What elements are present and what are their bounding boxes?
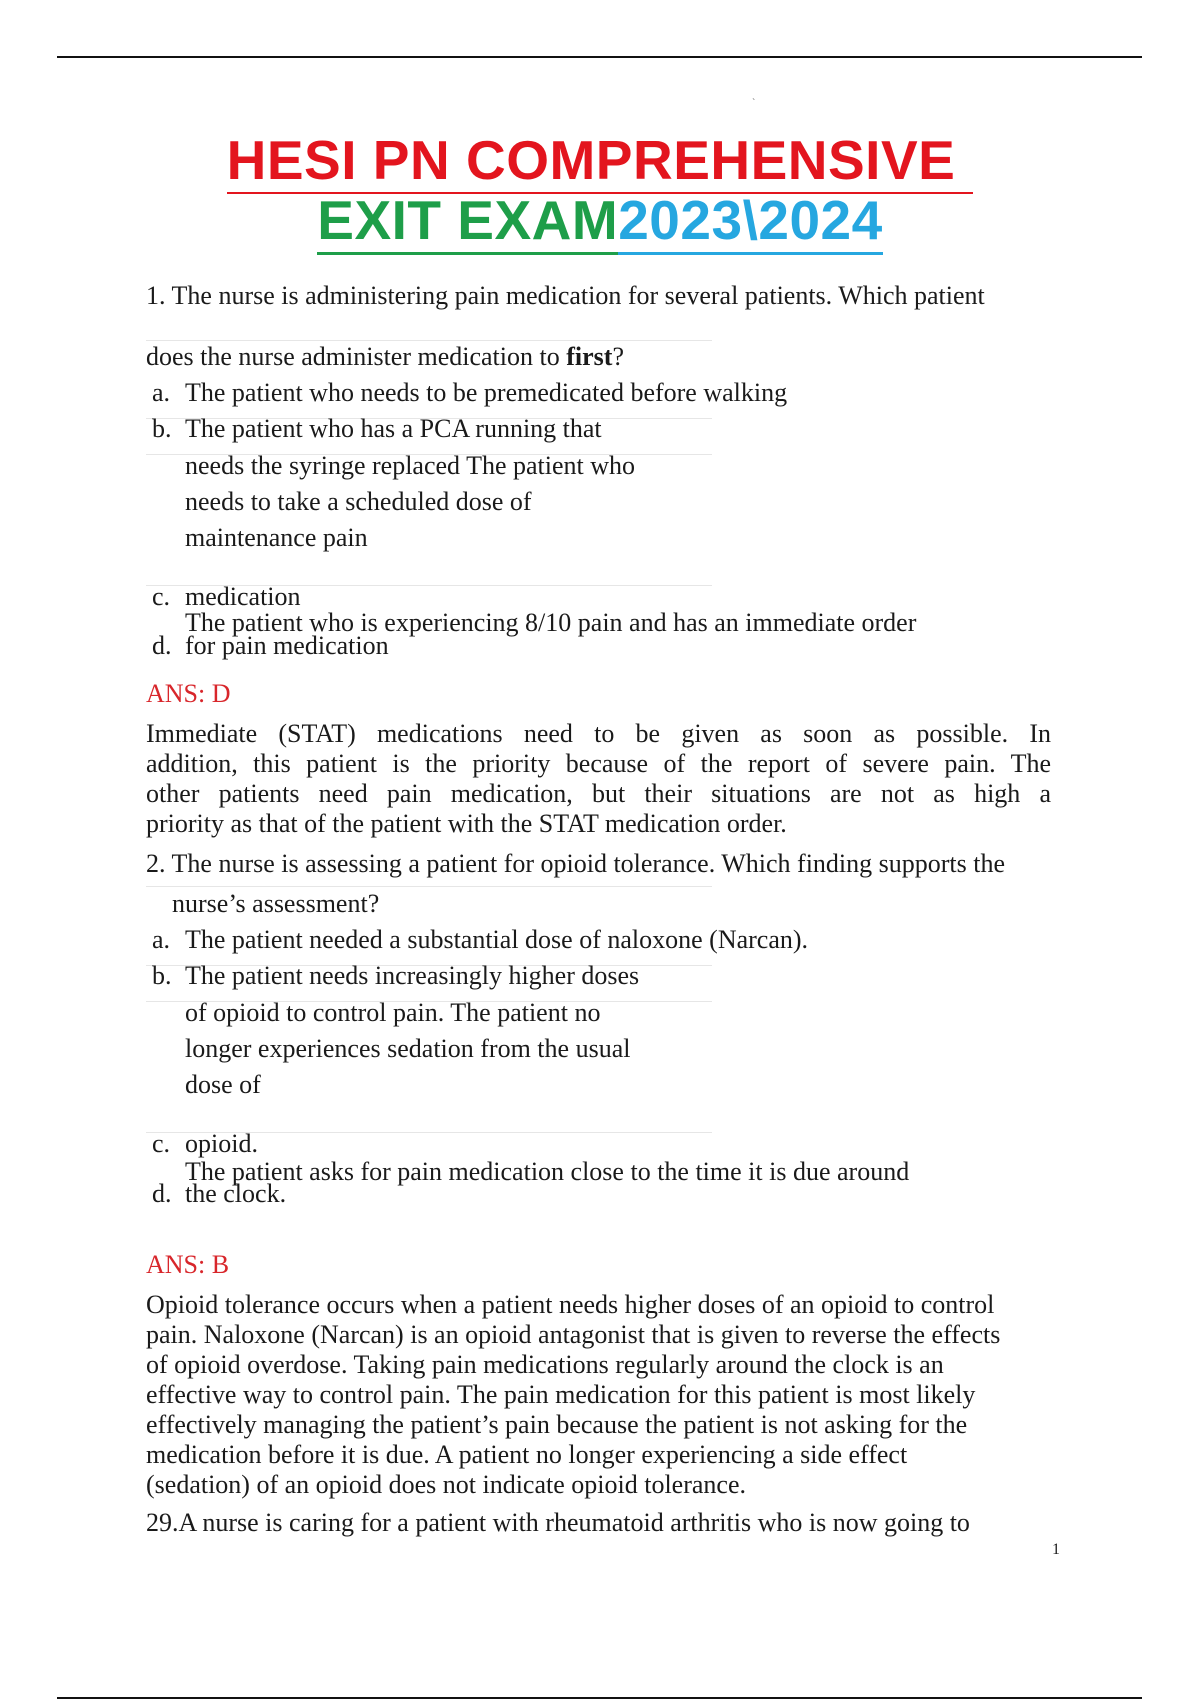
page-number: 1 bbox=[1052, 1541, 1060, 1558]
emphasis-first: first bbox=[566, 342, 613, 371]
option-letter-b: b. bbox=[152, 414, 172, 443]
q2-stem-line-2: nurse’s assessment? bbox=[172, 889, 380, 918]
title-line-1 bbox=[0, 130, 1200, 194]
q1-option-a: The patient who needs to be premedicated before walking bbox=[185, 378, 788, 407]
q1-option-b-line-2: needs the syringe replaced The patient who bbox=[185, 451, 636, 480]
q1-stem-line-2: does the nurse administer medication to first? bbox=[146, 342, 624, 371]
option-letter-d: d. bbox=[152, 631, 172, 660]
q1-option-b-line-1: The patient who has a PCA running that bbox=[185, 414, 602, 443]
top-rule bbox=[57, 56, 1142, 58]
q2-rationale-line-2: pain. Naloxone (Narcan) is an opioid antagonist that is given to reverse the effects bbox=[146, 1320, 1001, 1349]
q2-rationale-line-4: effective way to control pain. The pain medication for this patient is most likely bbox=[146, 1380, 976, 1409]
q2-rationale-line-5: effectively managing the patient’s pain because the patient is not asking for the bbox=[146, 1410, 968, 1439]
option-letter-a: a. bbox=[152, 925, 171, 954]
q2-rationale-line-7: (sedation) of an opioid does not indicate opioid tolerance. bbox=[146, 1470, 746, 1499]
q1-option-b-line-3: needs to take a scheduled dose of bbox=[185, 487, 532, 516]
q2-answer: ANS: B bbox=[146, 1250, 230, 1279]
option-letter-b: b. bbox=[152, 961, 172, 990]
q1-answer: ANS: D bbox=[146, 679, 231, 708]
title-red: HESI PN COMPREHENSIVE bbox=[227, 130, 974, 194]
q2-rationale-line-1: Opioid tolerance occurs when a patient needs higher doses of an opioid to control bbox=[146, 1290, 995, 1319]
bottom-rule bbox=[57, 1697, 1142, 1699]
stray-mark: ` bbox=[752, 98, 756, 109]
option-letter-a: a. bbox=[152, 378, 171, 407]
q2-option-b-line-2: of opioid to control pain. The patient no bbox=[185, 998, 601, 1027]
title-line-2 bbox=[0, 190, 1200, 255]
q2-rationale-line-6: medication before it is due. A patient no longer experiencing a side effect bbox=[146, 1440, 908, 1469]
q1-stem-line-1: 1. The nurse is administering pain medication for several patients. Which patient bbox=[146, 281, 985, 310]
option-letter-c: c. bbox=[152, 582, 171, 611]
q2-option-d-line-2: the clock. bbox=[185, 1179, 287, 1208]
q2-option-a: The patient needed a substantial dose of naloxone (Narcan). bbox=[185, 925, 809, 954]
option-letter-d: d. bbox=[152, 1179, 172, 1208]
q29-stem-line-1: 29.A nurse is caring for a patient with rheumatoid arthritis who is now going to bbox=[146, 1508, 970, 1537]
option-letter-c: c. bbox=[152, 1129, 171, 1158]
q2-option-c: opioid. bbox=[185, 1129, 258, 1158]
q1-rationale-line-2: addition, this patient is the priority because of the report of severe pain. The bbox=[146, 749, 1051, 778]
q1-rationale-line-3: other patients need pain medication, but their situations are not as high a bbox=[146, 779, 1051, 808]
q1-option-c: medication bbox=[185, 582, 301, 611]
q1-rationale-line-1: Immediate (STAT) medications need to be given as soon as possible. In bbox=[146, 719, 1051, 748]
q2-option-b-line-1: The patient needs increasingly higher doses bbox=[185, 961, 640, 990]
separator bbox=[146, 340, 712, 341]
q2-stem-line-1: 2. The nurse is assessing a patient for opioid tolerance. Which finding supports the bbox=[146, 849, 1006, 878]
q1-option-d-line-2: for pain medication bbox=[185, 631, 389, 660]
q1-option-d-line-1: The patient who is experiencing 8/10 pain and has an immediate order bbox=[185, 608, 917, 637]
q2-option-b-line-4: dose of bbox=[185, 1070, 261, 1099]
q2-option-b-line-3: longer experiences sedation from the usual bbox=[185, 1034, 631, 1063]
q1-option-b-line-4: maintenance pain bbox=[185, 523, 368, 552]
q2-option-d-line-1: The patient asks for pain medication close to the time it is due around bbox=[185, 1157, 910, 1186]
title-blue: 2023\2024 bbox=[618, 190, 883, 255]
separator bbox=[146, 886, 712, 887]
title-green: EXIT EXAM bbox=[317, 190, 618, 255]
q2-rationale-line-3: of opioid overdose. Taking pain medications regularly around the clock is an bbox=[146, 1350, 944, 1379]
q1-rationale-line-4: priority as that of the patient with the STAT medication order. bbox=[146, 809, 787, 838]
